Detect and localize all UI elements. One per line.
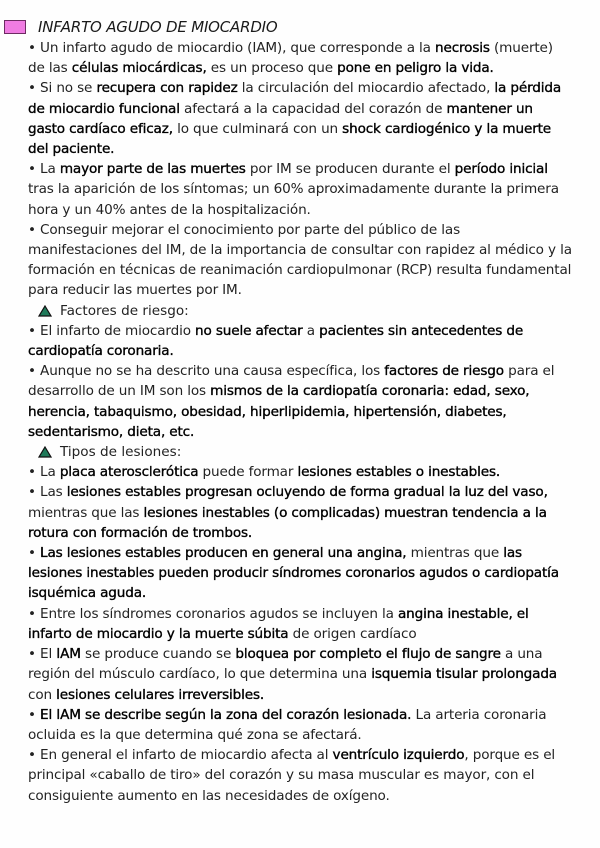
bold-text: IAM (56, 646, 81, 663)
intro-paragraphs (28, 38, 572, 301)
bold-text: shock cardiogénico y la muerte del paciente. (28, 120, 552, 158)
paragraph (28, 361, 572, 442)
bold-text: no suele afectar (195, 322, 303, 339)
bold-text: la pérdida de miocardio funcional (28, 80, 562, 117)
text-run: • Un infarto agudo de miocardio (IAM), que corresponde a la (28, 40, 436, 56)
text-run: • La (28, 464, 60, 481)
text-run: • En general el infarto de miocardio afecta al (28, 747, 333, 764)
text-run: tras la aparición de los síntomas; un 60% aproximadamente durante la primera hora y un 40% antes de la hospitalización. (28, 181, 559, 218)
text-run: es un proceso que (206, 60, 338, 77)
bold-text: necrosis (435, 40, 490, 56)
text-run: de origen cardíaco (288, 625, 417, 642)
text-run: • (28, 545, 41, 562)
text-run: • Si no se (28, 80, 97, 97)
title-row (4, 16, 572, 38)
bold-text: pacientes sin antecedentes de cardiopatía coronaria. (28, 322, 524, 360)
paragraph (28, 159, 572, 220)
section-heading-lesion-types (28, 442, 572, 462)
bold-text: recupera con rapidez (96, 80, 238, 97)
paragraph (28, 321, 572, 361)
text-run: • Conseguir mejorar el conocimiento por parte del público de las manifestaciones del IM, de la importancia de consultar con rapidez al médico y la formación en técnicas de reanimación cardiopulmonar (RCP) resulta fundamental para reducir las muertes por IM. (28, 221, 572, 299)
bold-text: placa aterosclerótica (59, 464, 199, 481)
bold-text: lesiones estables progresan ocluyendo de forma gradual la luz del vaso, (66, 484, 548, 501)
paragraph (28, 644, 572, 705)
text-run: • El infarto de miocardio (28, 322, 196, 339)
page-title: INFARTO AGUDO DE MIOCARDIO (38, 18, 278, 36)
paragraph (28, 705, 572, 745)
bold-text: las lesiones inestables pueden producir síndromes coronarios agudos o cardiopatía isquémica aguda. (28, 545, 559, 602)
text-run: La arteria coronaria ocluida es la que determina qué zona se afectará. (28, 706, 547, 743)
text-run: • El (28, 646, 57, 663)
bold-text: lesiones celulares irreversibles. (56, 686, 265, 703)
paragraph (28, 220, 572, 301)
text-run: para el desarrollo de un IM son los (28, 363, 555, 400)
paragraph (28, 78, 572, 159)
bold-text: mayor parte de las muertes (59, 161, 246, 178)
text-run: a una región del músculo cardíaco, lo que determina una (28, 646, 543, 683)
text-run: se produce cuando se (80, 646, 236, 663)
text-run: (muerte) de las (28, 40, 553, 77)
section-heading-risk-factors (28, 301, 572, 321)
text-run: • Las (28, 484, 67, 501)
paragraph (28, 462, 572, 482)
paragraph (28, 482, 572, 543)
text-run: • Entre los síndromes coronarios agudos se incluyen la (28, 605, 398, 622)
text-run: por IM se producen durante el (245, 161, 455, 178)
pink-square-icon (4, 20, 26, 34)
text-run: puede formar (198, 464, 298, 481)
section-heading-text: Tipos de lesiones: (60, 444, 182, 461)
text-run: la circulación del miocardio afectado, (237, 80, 495, 97)
bold-text: lesiones estables o inestables. (297, 464, 501, 481)
bold-text: bloquea por completo el flujo de sangre (235, 646, 501, 663)
bold-text: ventrículo izquierdo (332, 747, 465, 764)
text-run: afectará a la capacidad del corazón de (179, 100, 447, 117)
bold-text: mismos de la cardiopatía coronaria: edad, sexo, herencia, tabaquismo, obesidad, hiperlipidemia, hipertensión, diabetes, sedentarismo, dieta, etc. (28, 383, 530, 440)
text-run: • (28, 706, 41, 723)
bold-text: pone en peligro la vida. (337, 60, 494, 77)
bold-text: El IAM se describe según la zona del corazón lesionada. (40, 706, 412, 723)
bold-text: células miocárdicas, (71, 60, 207, 77)
paragraph (28, 604, 572, 644)
text-run: con (28, 686, 57, 703)
risk-factors-paragraphs (28, 321, 572, 442)
bold-text: angina inestable, el infarto de miocardio y la muerte súbita (28, 605, 529, 642)
bold-text: Las lesiones estables producen en general una angina, (40, 545, 407, 562)
bold-text: lesiones inestables (o complicadas) muestran tendencia a la rotura con formación de trombos. (28, 504, 547, 541)
text-run: a (302, 322, 320, 339)
bold-text: mantener un gasto cardíaco eficaz, (28, 100, 533, 137)
text-run: mientras que (406, 545, 504, 562)
paragraph (28, 745, 572, 806)
text-run: mientras que las (28, 504, 144, 521)
bold-text: factores de riesgo (384, 363, 504, 380)
paragraph (28, 38, 572, 78)
text-run: lo que culminará con un (172, 120, 343, 137)
lesion-types-paragraphs (28, 462, 572, 805)
section-heading-text: Factores de riesgo: (60, 302, 189, 319)
text-run: • Aunque no se ha descrito una causa específica, los (28, 363, 385, 380)
text-run: • La (28, 161, 60, 178)
bold-text: período inicial (454, 161, 548, 178)
paragraph (28, 543, 572, 604)
bold-text: isquemia tisular prolongada (371, 666, 557, 683)
text-run: , porque es el principal «caballo de tiro» del corazón y su masa muscular es mayor, con el consiguiente aumento en las necesidades de oxígeno. (28, 747, 556, 804)
